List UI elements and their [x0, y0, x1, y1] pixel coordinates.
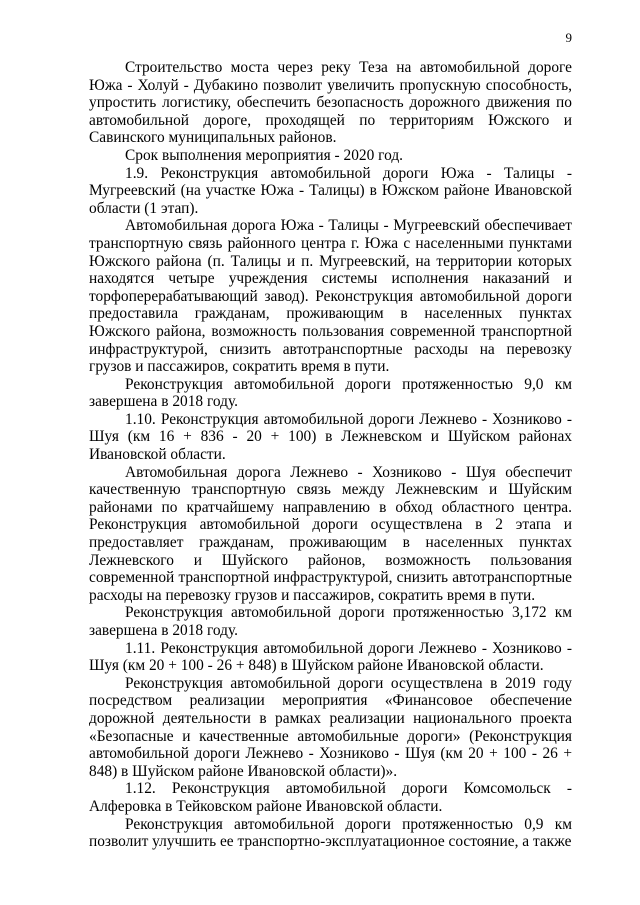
- page-number: 9: [565, 30, 572, 45]
- paragraph: Срок выполнения мероприятия - 2020 год.: [125, 146, 404, 164]
- section-heading: 1.10. Реконструкция автомобильной дороги Лежнево - Хозниково - Шуя (км 16 + 836 - 20 + 100) в Лежневском и Шуйском районах Ивановской области.: [89, 410, 572, 464]
- paragraph: Строительство моста через реку Теза на автомобильной дороге Южа - Холуй - Дубакино позволит увеличить пропускную способность, упростить логистику, обеспечить безопасность дорожного движения по автомобильной дороге, проходящей по территориям Южского и Савинского муниципальных районов.: [89, 59, 572, 147]
- paragraph: Реконструкция автомобильной дороги осуществлена в 2019 году посредством реализации мероприятия «Финансовое обеспечение дорожной деятельности в рамках реализации национального проекта «Безопасные и качественные автомобильные дороги» (Реконструкция автомобильной дороги Лежнево - Хозниково - Шуя (км 20 + 100 - 26 + 848) в Шуйском районе Ивановской области)».: [89, 674, 572, 780]
- section-heading: 1.12. Реконструкция автомобильной дороги Комсомольск - Алферовка в Тейковском районе Ивановской области.: [89, 780, 572, 815]
- paragraph: Автомобильная дорога Лежнево - Хозниково - Шуя обеспечит качественную транспортную связь между Лежневским и Шуйским районами по кратчайшему направлению в обход областного центра. Реконструкция автомобильной дороги осуществлена в 2 этапа и предоставляет гражданам, проживающим в населенных пунктах Лежневского и Шуйского районов, возможность пользования современной транспортной инфраструктурой, снизить автотранспортные расходы на перевозку грузов и пассажиров, сократить время в пути.: [89, 463, 572, 604]
- section-heading: 1.11. Реконструкция автомобильной дороги Лежнево - Хозниково - Шуя (км 20 + 100 - 26 + 848) в Шуйском районе Ивановской области.: [89, 639, 572, 675]
- document-body: [89, 59, 572, 851]
- section-heading: 1.9. Реконструкция автомобильной дороги Южа - Талицы - Мугреевский (на участке Южа - Талицы) в Южском районе Ивановской области (1 этап).: [89, 164, 572, 217]
- paragraph: Реконструкция автомобильной дороги протяженностью 9,0 км завершена в 2018 году.: [89, 375, 572, 411]
- paragraph: Автомобильная дорога Южа - Талицы - Мугреевский обеспечивает транспортную связь районного центра г. Южа с населенными пунктами Южского района (п. Талицы и п. Мугреевский, на территории которых находятся четыре учреждения системы исполнения наказаний и торфоперерабатывающий завод). Реконструкция автомобильной дороги предоставила гражданам, проживающим в населенных пунктах Южского района, возможность пользования современной транспортной инфраструктурой, снизить автотранспортные расходы на перевозку грузов и пассажиров, сократить время в пути.: [89, 217, 572, 376]
- paragraph: Реконструкция автомобильной дороги протяженностью 0,9 км позволит улучшить ее транспортно-эксплуатационное состояние, а также: [89, 815, 572, 851]
- paragraph: Реконструкция автомобильной дороги протяженностью 3,172 км завершена в 2018 году.: [89, 604, 572, 639]
